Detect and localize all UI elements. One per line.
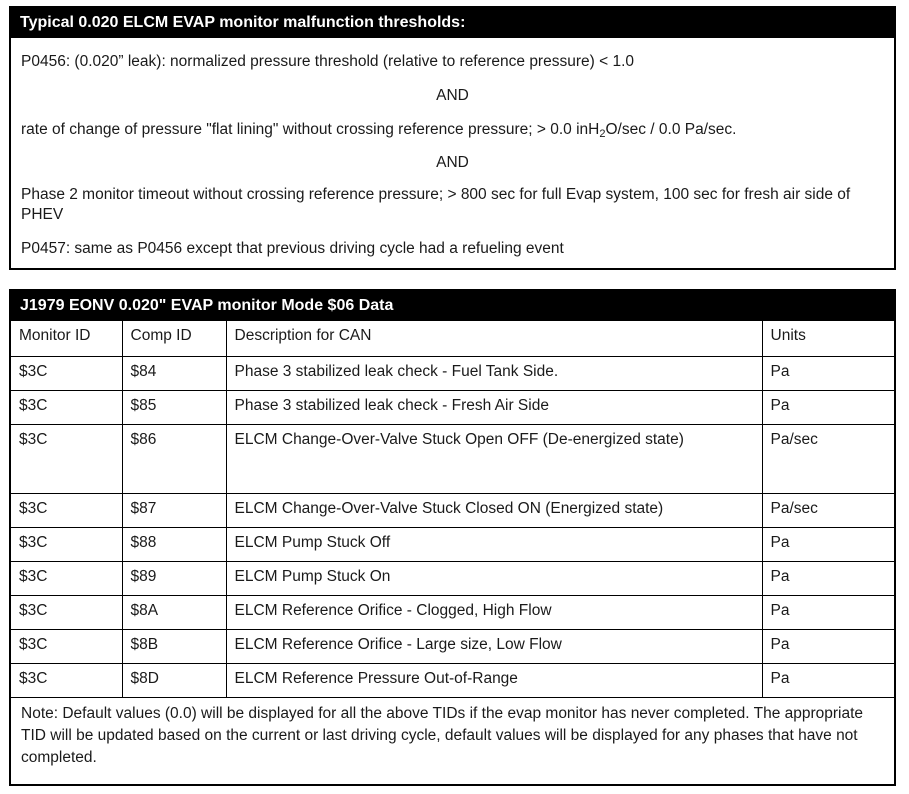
comp-id-cell: $89 bbox=[122, 561, 226, 595]
and-separator-1: AND bbox=[436, 87, 469, 104]
header-comp-id: Comp ID bbox=[122, 321, 226, 356]
units-cell: Pa bbox=[762, 527, 894, 561]
monitor-id-cell: $3C bbox=[11, 595, 122, 629]
thresholds-box bbox=[9, 6, 896, 270]
monitor-id-cell: $3C bbox=[11, 390, 122, 424]
units-cell: Pa/sec bbox=[762, 493, 894, 527]
units-cell: Pa bbox=[762, 390, 894, 424]
table-row bbox=[11, 663, 894, 697]
comp-id-cell: $84 bbox=[122, 356, 226, 390]
units-cell: Pa bbox=[762, 356, 894, 390]
table-row bbox=[11, 493, 894, 527]
units-cell: Pa bbox=[762, 595, 894, 629]
thresholds-title: Typical 0.020 ELCM EVAP monitor malfunction thresholds: bbox=[11, 8, 894, 38]
table-row bbox=[11, 561, 894, 595]
monitor-id-cell: $3C bbox=[11, 424, 122, 493]
comp-id-cell: $8A bbox=[122, 595, 226, 629]
table-header-row bbox=[11, 321, 894, 356]
monitor-id-cell: $3C bbox=[11, 527, 122, 561]
p0456-threshold-text: P0456: (0.020” leak): normalized pressure threshold (relative to reference pressure) < 1.0 bbox=[21, 53, 634, 70]
comp-id-cell: $8D bbox=[122, 663, 226, 697]
table-row bbox=[11, 527, 894, 561]
comp-id-cell: $86 bbox=[122, 424, 226, 493]
units-cell: Pa bbox=[762, 663, 894, 697]
monitor-id-cell: $3C bbox=[11, 629, 122, 663]
table-row bbox=[11, 424, 894, 493]
comp-id-cell: $85 bbox=[122, 390, 226, 424]
units-cell: Pa/sec bbox=[762, 424, 894, 493]
description-cell: ELCM Reference Orifice - Clogged, High Flow bbox=[226, 595, 762, 629]
description-cell: ELCM Pump Stuck On bbox=[226, 561, 762, 595]
monitor-id-cell: $3C bbox=[11, 663, 122, 697]
description-cell: ELCM Reference Orifice - Large size, Low Flow bbox=[226, 629, 762, 663]
comp-id-cell: $8B bbox=[122, 629, 226, 663]
table-row bbox=[11, 629, 894, 663]
comp-id-cell: $88 bbox=[122, 527, 226, 561]
default-values-note: Note: Default values (0.0) will be displayed for all the above TIDs if the evap monitor has never completed. The appropriate TID will be updated based on the current or last driving cycle, default values will be displayed for any phases that have not completed. bbox=[21, 704, 864, 766]
header-description: Description for CAN bbox=[226, 321, 762, 356]
and-separator-2: AND bbox=[436, 154, 469, 171]
description-cell: Phase 3 stabilized leak check - Fuel Tank Side. bbox=[226, 356, 762, 390]
monitor-id-cell: $3C bbox=[11, 561, 122, 595]
table-row bbox=[11, 356, 894, 390]
rate-of-change-text: rate of change of pressure "flat lining" without crossing reference pressure; > 0.0 inH$_2$O/sec / 0.0 Pa/sec. bbox=[21, 121, 737, 140]
header-units: Units bbox=[762, 321, 894, 356]
monitor-id-cell: $3C bbox=[11, 356, 122, 390]
table-row bbox=[11, 390, 894, 424]
mode06-title: J1979 EONV 0.020" EVAP monitor Mode $06 Data bbox=[11, 291, 894, 321]
units-cell: Pa bbox=[762, 629, 894, 663]
description-cell: ELCM Change-Over-Valve Stuck Closed ON (Energized state) bbox=[226, 493, 762, 527]
mode06-table bbox=[11, 321, 894, 698]
comp-id-cell: $87 bbox=[122, 493, 226, 527]
header-monitor-id: Monitor ID bbox=[11, 321, 122, 356]
units-cell: Pa bbox=[762, 561, 894, 595]
monitor-id-cell: $3C bbox=[11, 493, 122, 527]
mode06-data-box bbox=[9, 289, 896, 786]
table-row bbox=[11, 595, 894, 629]
p0457-text: P0457: same as P0456 except that previous driving cycle had a refueling event bbox=[21, 240, 564, 257]
description-cell: Phase 3 stabilized leak check - Fresh Air Side bbox=[226, 390, 762, 424]
description-cell: ELCM Pump Stuck Off bbox=[226, 527, 762, 561]
phase2-timeout-text: Phase 2 monitor timeout without crossing reference pressure; > 800 sec for full Evap system, 100 sec for fresh air side of PHEV bbox=[21, 186, 851, 223]
description-cell: ELCM Change-Over-Valve Stuck Open OFF (De-energized state) bbox=[226, 424, 762, 493]
description-cell: ELCM Reference Pressure Out-of-Range bbox=[226, 663, 762, 697]
